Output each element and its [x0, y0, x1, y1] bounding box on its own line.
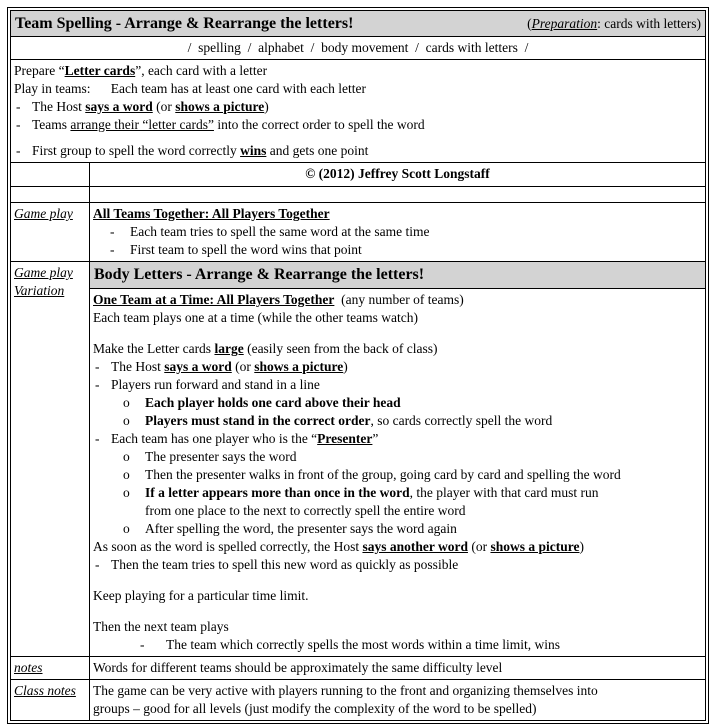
- title-bar: [15, 13, 701, 34]
- text-segment: Keep playing for a particular time limit.: [93, 588, 309, 603]
- intro-cell: [11, 60, 706, 163]
- text-line: [93, 618, 702, 636]
- bullet-marker: -: [16, 117, 21, 132]
- bullet-marker: -: [95, 377, 100, 392]
- text-line: [14, 205, 86, 223]
- text-segment: , so cards correctly spell the word: [370, 413, 553, 428]
- text-segment: , the player with that card must run: [409, 485, 599, 500]
- page-title: Team Spelling - Arrange & Rearrange the letters!: [15, 15, 354, 32]
- spacer-left-cell: [11, 187, 90, 203]
- text-segment: Variation: [14, 283, 65, 298]
- text-line: [93, 636, 702, 654]
- text-segment: Each team tries to spell the same word at the same time: [130, 224, 430, 239]
- text-segment: Make the Letter cards: [93, 341, 215, 356]
- text-segment: If a letter appears more than once in the word: [145, 485, 410, 500]
- text-segment: large: [214, 341, 244, 356]
- bullet-marker: o: [123, 467, 130, 482]
- row-intro: [11, 60, 706, 163]
- text-segment: Letter cards: [64, 63, 136, 78]
- row-spacer: [11, 187, 706, 203]
- text-line: [93, 223, 702, 241]
- text-segment: shows a picture: [254, 359, 344, 374]
- text-segment: (any number of teams): [334, 292, 464, 307]
- variation-band-cell: [90, 262, 706, 289]
- text-segment: (or: [467, 539, 491, 554]
- text-segment: Then the next team plays: [93, 619, 229, 634]
- notes-content-cell: [90, 657, 706, 680]
- text-line: [14, 116, 702, 134]
- text-segment: The team which correctly spells the most words within a time limit, wins: [166, 637, 561, 652]
- bullet-marker: -: [110, 224, 115, 239]
- text-segment: First group to spell the word correctly: [32, 143, 241, 158]
- text-line: [93, 574, 702, 587]
- text-line: [93, 412, 702, 430]
- bullet-marker: -: [16, 143, 21, 158]
- bullet-marker: o: [123, 449, 130, 464]
- row-variation-header: [11, 262, 706, 289]
- text-segment: One Team at a Time: All Players Together: [93, 292, 335, 307]
- text-line: [14, 134, 702, 142]
- text-segment: and gets one point: [266, 143, 369, 158]
- text-segment: Players run forward and stand in a line: [111, 377, 320, 392]
- text-segment: Teams: [32, 117, 71, 132]
- text-line: [93, 340, 702, 358]
- text-segment: into the correct order to spell the word: [213, 117, 425, 132]
- text-segment: groups – good for all levels (just modify the complexity of the word to be spelled): [93, 701, 537, 716]
- text-segment: Each player holds one card above their head: [145, 395, 401, 410]
- text-segment: Then the presenter walks in front of the group, going card by card and spelling the word: [145, 467, 621, 482]
- bullet-marker: -: [95, 431, 100, 446]
- text-line: [93, 358, 702, 376]
- text-line: [93, 659, 702, 677]
- text-line: [93, 538, 702, 556]
- class-notes-label-cell: [11, 680, 90, 721]
- text-segment: : cards with letters): [597, 16, 701, 31]
- text-segment: After spelling the word, the presenter says the word again: [145, 521, 457, 536]
- text-line: [14, 80, 702, 98]
- text-segment: First team to spell the word wins that point: [130, 242, 362, 257]
- bullet-marker: -: [95, 359, 100, 374]
- text-line: [93, 484, 702, 502]
- text-line: [14, 682, 86, 700]
- row-title: [11, 11, 706, 37]
- row-categories: [11, 37, 706, 60]
- text-line: [14, 264, 86, 282]
- text-segment: arrange their “letter cards”: [70, 117, 214, 132]
- text-segment: The game can be very active with players running to the front and organizing themselves into: [93, 683, 598, 698]
- bullet-marker: o: [123, 413, 130, 428]
- text-segment: The Host: [32, 99, 86, 114]
- text-segment: All Teams Together: All Players Together: [93, 206, 330, 221]
- text-line: [93, 587, 702, 605]
- text-segment: ): [264, 99, 269, 114]
- categories-cell: [11, 37, 706, 60]
- text-line: [93, 291, 702, 309]
- text-segment: Class notes: [14, 683, 76, 698]
- class-notes-content-cell: [90, 680, 706, 721]
- gameplay-label-cell: [11, 203, 90, 262]
- title-cell: [11, 11, 706, 37]
- text-segment: ”: [372, 431, 379, 446]
- text-line: [93, 448, 702, 466]
- text-segment: (or: [231, 359, 255, 374]
- text-segment: says another word: [362, 539, 468, 554]
- text-segment: Presenter: [317, 431, 373, 446]
- text-line: [93, 376, 702, 394]
- text-line: [14, 142, 702, 160]
- text-segment: from one place to the next to correctly spell the entire word: [145, 503, 466, 518]
- text-segment: Players must stand in the correct order: [145, 413, 371, 428]
- table-outer-border: [7, 7, 709, 724]
- text-segment: As soon as the word is spelled correctly, the Host: [93, 539, 363, 554]
- text-line: [93, 700, 702, 718]
- text-segment: (: [527, 16, 532, 31]
- text-line: [93, 605, 702, 618]
- variation-label-cell: [11, 262, 90, 657]
- text-line: [14, 282, 86, 300]
- text-segment: Game play: [14, 265, 73, 280]
- text-line: [93, 165, 702, 183]
- text-line: [93, 520, 702, 538]
- text-segment: Then the team tries to spell this new word as quickly as possible: [111, 557, 459, 572]
- text-segment: shows a picture: [175, 99, 265, 114]
- text-line: [93, 241, 702, 259]
- text-segment: (or: [152, 99, 176, 114]
- variation-content-cell: [90, 289, 706, 657]
- text-segment: Each team has one player who is the “: [111, 431, 318, 446]
- text-line: [93, 556, 702, 574]
- row-copyright: [11, 163, 706, 187]
- variation-title: Body Letters - Arrange & Rearrange the letters!: [94, 266, 425, 283]
- text-line: [14, 62, 702, 80]
- text-segment: Preparation: [531, 16, 598, 31]
- text-segment: The presenter says the word: [145, 449, 297, 464]
- text-segment: shows a picture: [490, 539, 580, 554]
- text-line: [14, 98, 702, 116]
- text-line: [93, 682, 702, 700]
- row-class-notes: [11, 680, 706, 721]
- text-segment: ): [343, 359, 348, 374]
- copyright-cell: [90, 163, 706, 187]
- bullet-marker: o: [123, 485, 130, 500]
- text-line: [14, 659, 86, 677]
- copyright-label-cell: [11, 163, 90, 187]
- text-segment: notes: [14, 660, 43, 675]
- preparation-note: [527, 15, 701, 33]
- notes-label-cell: [11, 657, 90, 680]
- text-segment: The Host: [111, 359, 165, 374]
- text-segment: Play in teams: Each team has at least one card with each letter: [14, 81, 366, 96]
- bullet-marker: o: [123, 395, 130, 410]
- text-line: [93, 327, 702, 340]
- text-segment: says a word: [164, 359, 232, 374]
- row-variation-content: [11, 289, 706, 657]
- text-line: [527, 16, 701, 31]
- text-segment: ): [579, 539, 584, 554]
- text-segment: © (2012) Jeffrey Scott Longstaff: [305, 166, 490, 181]
- text-line: [93, 205, 702, 223]
- gameplay-content-cell: [90, 203, 706, 262]
- text-line: [93, 394, 702, 412]
- text-segment: ”, each card with a letter: [135, 63, 268, 78]
- text-line: [14, 39, 702, 57]
- game-description-table: [10, 10, 706, 721]
- row-gameplay: [11, 203, 706, 262]
- spacer-right-cell: [90, 187, 706, 203]
- text-segment: Game play: [14, 206, 73, 221]
- text-line: [93, 309, 702, 327]
- text-segment: (easily seen from the back of class): [243, 341, 438, 356]
- bullet-marker: o: [123, 521, 130, 536]
- text-segment: / spelling / alphabet / body movement / cards with letters /: [187, 40, 529, 55]
- text-segment: Prepare “: [14, 63, 65, 78]
- text-segment: Each team plays one at a time (while the other teams watch): [93, 310, 418, 325]
- bullet-marker: -: [95, 557, 100, 572]
- bullet-marker: -: [16, 99, 21, 114]
- text-line: [93, 466, 702, 484]
- bullet-marker: -: [110, 242, 115, 257]
- text-line: [93, 502, 702, 520]
- text-line: [93, 430, 702, 448]
- text-segment: wins: [240, 143, 267, 158]
- row-notes: [11, 657, 706, 680]
- text-segment: Words for different teams should be approximately the same difficulty level: [93, 660, 503, 675]
- bullet-marker: -: [140, 637, 145, 652]
- text-segment: says a word: [85, 99, 153, 114]
